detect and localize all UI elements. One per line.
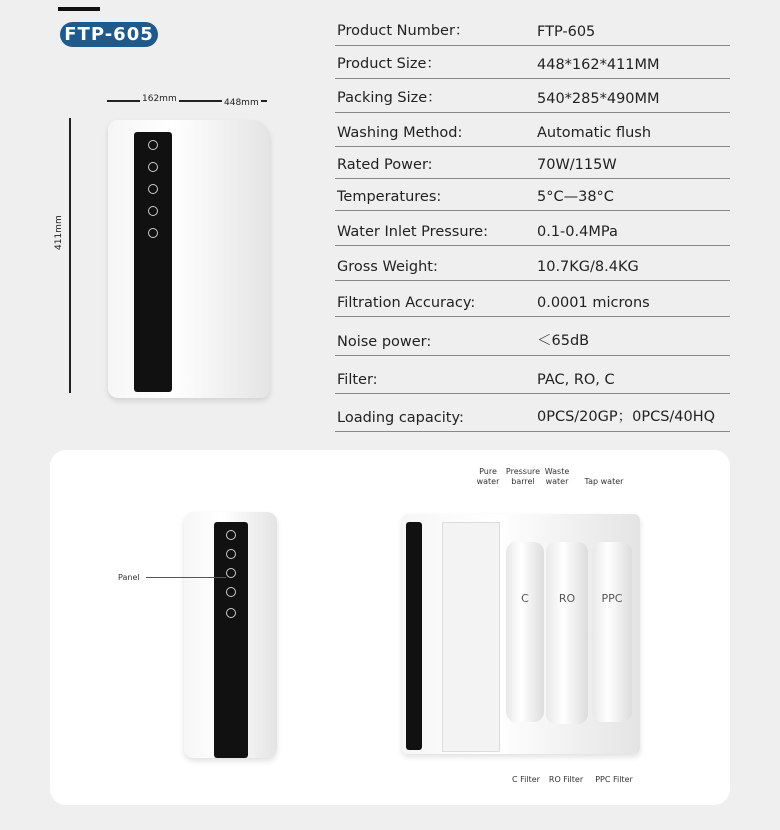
c-filter-callout: C Filter [512,775,540,784]
spec-value: 0.0001 microns [537,295,650,311]
spec-label: Filter: [337,372,378,388]
purifier-image-top [108,120,270,398]
spec-label: Temperatures: [337,189,442,205]
height-label: 411mm [54,215,64,250]
height-dimension-line [69,118,71,393]
spec-row [335,146,730,179]
width-label: 162mm [142,94,177,104]
spec-label: Gross Weight: [337,259,438,275]
spec-value: ＜65dB [537,333,590,349]
spec-label: Packing Size： [337,90,442,106]
header-bar [58,7,100,11]
spec-row [335,112,730,147]
spec-value: 0PCS/20GP；0PCS/40HQ [537,409,716,425]
spec-value: 448*162*411MM [537,57,660,73]
spec-label: Noise power: [337,334,432,350]
c-filter-cartridge: C [506,542,544,722]
spec-label: Product Size： [337,56,441,72]
pressure-barrel-callout: Pressure barrel [505,467,541,486]
spec-label: Water Inlet Pressure: [337,224,488,240]
spec-label: Filtration Accuracy: [337,295,476,311]
spec-value: FTP-605 [537,24,596,40]
spec-value: PAC, RO, C [537,372,615,388]
spec-value: Automatic flush [537,125,652,141]
panel-callout: Panel [118,573,140,582]
spec-label: Rated Power: [337,157,433,173]
ppc-filter-cartridge: PPC [592,542,632,722]
spec-row [335,245,730,281]
spec-row [335,210,730,246]
spec-value: 5°C—38°C [537,189,614,205]
waste-water-callout: Waste water [544,467,570,486]
spec-label: Product Number： [337,23,470,39]
spec-value: 70W/115W [537,157,617,173]
control-panel [134,132,172,392]
spec-value: 10.7KG/8.4KG [537,259,639,275]
spec-row [335,316,730,356]
pure-water-callout: Pure water [476,467,500,486]
ppc-filter-callout: PPC Filter [595,775,633,784]
spec-row [335,280,730,317]
spec-value: 540*285*490MM [537,91,660,107]
spec-row [335,14,730,46]
spec-value: 0.1-0.4MPa [537,224,618,240]
spec-label: Loading capacity: [337,410,464,426]
ro-filter-callout: RO Filter [548,775,584,784]
depth-label: 448mm [224,98,259,108]
spec-row [335,355,730,394]
spec-row [335,393,730,432]
detail-card [50,450,730,805]
tap-water-callout: Tap water [584,477,624,486]
spec-row [335,178,730,211]
spec-row [335,78,730,113]
model-badge: FTP-605 [60,22,158,47]
purifier-front-image [184,512,277,758]
control-panel [214,522,248,758]
spec-label: Washing Method: [337,125,463,141]
spec-row [335,45,730,79]
ro-filter-cartridge: RO [546,542,588,724]
